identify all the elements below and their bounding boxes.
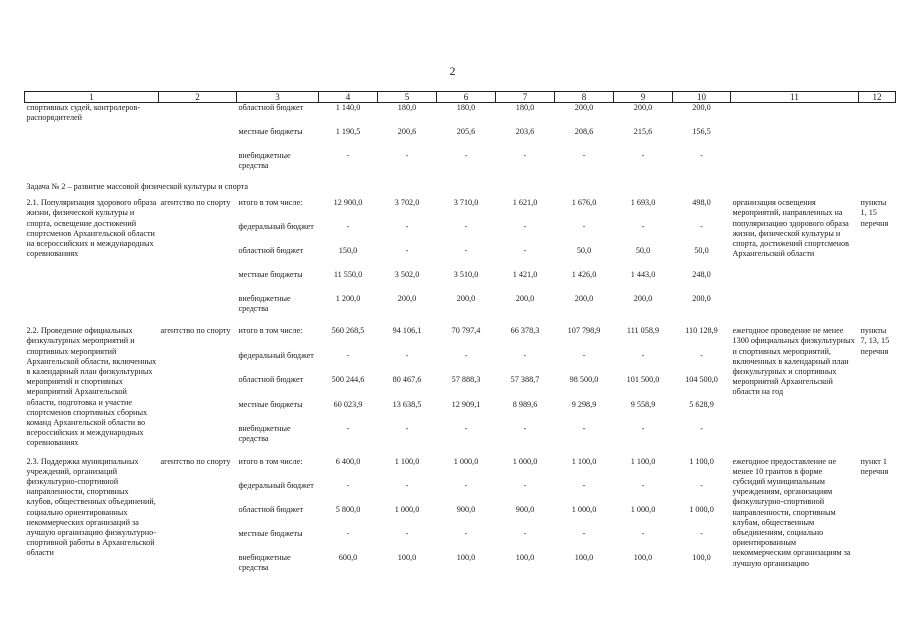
amount: 1 000,0 [394, 504, 420, 514]
amount: 180,0 [515, 103, 535, 112]
task-heading: Задача № 2 – развитие массовой физической культуры и спорта [26, 182, 249, 191]
amount: 200,0 [515, 294, 535, 304]
amount: 110 128,9 [685, 326, 718, 336]
amount: 1 693,0 [630, 198, 656, 208]
amount: 1 000,0 [512, 456, 538, 466]
column-number: 12 [859, 92, 896, 103]
amount: 66 378,3 [510, 326, 540, 336]
amount: 50,0 [576, 246, 592, 256]
executor: агентство по спорту [160, 198, 231, 208]
amount: - [523, 222, 527, 232]
amount: 100,0 [397, 552, 417, 562]
program-table [24, 91, 890, 572]
amount: 1 140,0 [335, 103, 361, 112]
amount: - [346, 222, 350, 232]
activity-title: 2.3. Поддержка муниципальных учреждений, организаций физкультурно-спортивной направленности, спортивных клубов, общественных объединений, социально ориентированных некоммерческих организаций за лучшую организацию физкультурно-спортивной работы в Архангельской области [26, 456, 156, 558]
amount: 50,0 [694, 246, 709, 256]
column-number: 10 [673, 92, 731, 103]
amount: 200,0 [574, 294, 594, 304]
amount: 98 500,0 [569, 375, 599, 385]
amount: 100,0 [692, 552, 711, 562]
funding-source: областной бюджет [238, 504, 304, 514]
amount: - [464, 246, 468, 256]
amount: 200,0 [692, 103, 711, 112]
amount: - [582, 528, 586, 538]
expected-result: ежегодное предоставление не менее 10 грантов в форме субсидий муниципальным учреждениям, организациям физкультурно-спортивной направленности, спортивным клубам, общественным объединениям, социально ориентированным некоммерческим организациям за лучшую организацию [732, 456, 851, 568]
amount: 1 100,0 [630, 456, 656, 466]
activity-title: спортивных судей, контролеров-распорядителей [26, 103, 141, 123]
funding-source: итого в том числе: [238, 456, 303, 466]
amount: 500 244,6 [331, 375, 365, 385]
amount: 200,0 [692, 294, 711, 304]
amount: 200,0 [397, 294, 417, 304]
amount: 6 400,0 [335, 456, 361, 466]
column-number-row [25, 92, 896, 103]
amount: - [523, 246, 527, 256]
funding-source: внебюджетные средства [238, 151, 291, 171]
funding-source: областной бюджет [238, 246, 304, 256]
amount: 3 702,0 [394, 198, 420, 208]
amount: 200,0 [456, 294, 476, 304]
amount: 100,0 [633, 552, 653, 562]
amount: - [700, 151, 703, 160]
amount: - [523, 350, 527, 360]
amount: 200,0 [633, 103, 653, 112]
section-row [25, 175, 896, 198]
amount: 1 443,0 [630, 270, 656, 280]
amount: 13 638,5 [392, 399, 422, 409]
amount: 3 710,0 [453, 198, 479, 208]
amount: - [464, 350, 468, 360]
amount: 180,0 [397, 103, 417, 112]
amount: - [700, 480, 703, 490]
amount: 100,0 [574, 552, 594, 562]
amount: 3 502,0 [394, 270, 420, 280]
amount: 9 558,9 [630, 399, 656, 409]
indicator-ref: пункты 1, 15 перечня [860, 198, 889, 228]
amount: 70 797,4 [451, 326, 481, 336]
funding-source: местные бюджеты [238, 528, 303, 538]
funding-source: местные бюджеты [238, 127, 303, 136]
amount: - [346, 480, 350, 490]
amount: 1 190,5 [335, 127, 361, 136]
amount: - [464, 424, 468, 434]
amount: 101 500,0 [626, 375, 660, 385]
amount: - [523, 424, 527, 434]
amount: - [346, 424, 350, 434]
page-number: 2 [449, 64, 456, 78]
table-row [25, 103, 896, 128]
amount: 107 798,9 [567, 326, 601, 336]
table-row [25, 198, 896, 222]
funding-source: федеральный бюджет [238, 350, 314, 360]
amount: - [641, 151, 645, 160]
amount: - [582, 350, 586, 360]
funding-source: областной бюджет [238, 375, 304, 385]
amount: - [346, 151, 350, 160]
amount: 11 550,0 [333, 270, 363, 280]
amount: - [641, 528, 645, 538]
amount: 1 100,0 [571, 456, 597, 466]
funding-source: местные бюджеты [238, 270, 303, 280]
column-number: 3 [237, 92, 319, 103]
amount: 1 000,0 [689, 504, 714, 514]
amount: 1 676,0 [571, 198, 597, 208]
amount: 3 510,0 [453, 270, 479, 280]
amount: - [405, 480, 409, 490]
funding-source: областной бюджет [238, 103, 304, 112]
amount: - [523, 480, 527, 490]
activity-title: 2.2. Проведение официальных физкультурных мероприятий и спортивных мероприятий Архангельской области, включенных в календарный план физкультурных мероприятий и спортивных мероприятий Архангельской области, подготовка и участие спортсменов спортивных сборных команд Архангельской области во всероссийских и международных соревнованиях [26, 326, 157, 448]
amount: 100,0 [456, 552, 476, 562]
amount: 9 298,9 [571, 399, 597, 409]
indicator-ref: пункты 7, 13, 15 перечня [860, 326, 890, 356]
column-number: 7 [496, 92, 555, 103]
amount: 50,0 [635, 246, 651, 256]
column-number: 4 [319, 92, 378, 103]
amount: 150,0 [338, 246, 358, 256]
funding-source: внебюджетные средства [238, 294, 291, 314]
amount: - [405, 424, 409, 434]
amount: - [405, 246, 409, 256]
amount: - [346, 350, 350, 360]
table-row [25, 457, 896, 481]
amount: 560 268,5 [331, 326, 365, 336]
amount: - [405, 151, 409, 160]
amount: 57 888,3 [451, 375, 481, 385]
amount: 1 000,0 [630, 504, 656, 514]
amount: - [700, 222, 703, 232]
amount: 498,0 [692, 198, 711, 208]
amount: 1 000,0 [571, 504, 597, 514]
amount: 600,0 [338, 552, 358, 562]
indicator-ref: пункт 1 перечня [860, 456, 889, 476]
amount: - [641, 424, 645, 434]
funding-source: итого в том числе: [238, 198, 303, 208]
amount: - [464, 151, 468, 160]
amount: 200,0 [574, 103, 594, 112]
amount: 1 421,0 [512, 270, 538, 280]
column-number: 5 [378, 92, 437, 103]
table-row [25, 326, 896, 350]
amount: 205,6 [456, 127, 476, 136]
amount: 111 058,9 [626, 326, 660, 336]
expected-result: организация освещения мероприятий, направленных на популяризацию здорового образа жизни, физической культуры и спорта, достижений спортсменов Архангельской области [732, 198, 849, 259]
amount: - [464, 222, 468, 232]
amount: - [700, 528, 703, 538]
amount: 1 621,0 [512, 198, 538, 208]
amount: - [582, 424, 586, 434]
column-number: 9 [614, 92, 673, 103]
amount: - [346, 528, 350, 538]
expected-result: ежегодное проведение не менее 1300 официальных физкультурных и спортивных мероприятий, включенных в календарный план физкультурных и спортивных мероприятий Архангельской области на год [732, 326, 855, 397]
amount: 8 989,6 [512, 399, 538, 409]
amount: 200,0 [633, 294, 653, 304]
amount: - [700, 424, 703, 434]
amount: 203,6 [515, 127, 535, 136]
amount: 12 900,0 [333, 198, 363, 208]
amount: - [405, 528, 409, 538]
column-number: 1 [25, 92, 159, 103]
activity-title: 2.1. Популяризация здорового образа жизни, физической культуры и спорта, освещение достижений спортсменов Архангельской области на всероссийских и международных соревнованиях [26, 198, 157, 259]
amount: 1 426,0 [571, 270, 597, 280]
amount: - [582, 480, 586, 490]
amount: - [582, 222, 586, 232]
funding-source: внебюджетные средства [238, 424, 291, 444]
amount: - [700, 350, 703, 360]
amount: 1 200,0 [335, 294, 361, 304]
amount: 1 000,0 [453, 456, 479, 466]
amount: 94 106,1 [392, 326, 422, 336]
column-number: 2 [159, 92, 237, 103]
amount: 100,0 [515, 552, 535, 562]
amount: 200,6 [397, 127, 417, 136]
column-number: 11 [731, 92, 859, 103]
amount: 208,6 [574, 127, 594, 136]
amount: 900,0 [456, 504, 476, 514]
executor: агентство по спорту [160, 456, 231, 466]
amount: 1 100,0 [394, 456, 420, 466]
amount: - [405, 222, 409, 232]
amount: 5 628,9 [689, 399, 714, 409]
amount: 215,6 [633, 127, 653, 136]
column-number: 8 [555, 92, 614, 103]
funding-source: федеральный бюджет [238, 222, 314, 232]
amount: - [464, 528, 468, 538]
amount: - [405, 350, 409, 360]
amount: - [523, 151, 527, 160]
amount: 5 800,0 [335, 504, 361, 514]
funding-source: итого в том числе: [238, 326, 303, 336]
amount: 57 388,7 [510, 375, 540, 385]
funding-source: внебюджетные средства [238, 552, 291, 572]
amount: - [641, 480, 645, 490]
amount: - [641, 350, 645, 360]
column-number: 6 [437, 92, 496, 103]
funding-source: федеральный бюджет [238, 480, 314, 490]
executor: агентство по спорту [160, 326, 231, 336]
amount: - [641, 222, 645, 232]
amount: 156,5 [692, 127, 711, 136]
amount: 248,0 [692, 270, 711, 280]
amount: - [582, 151, 586, 160]
amount: 1 100,0 [689, 456, 714, 466]
amount: 12 909,1 [451, 399, 481, 409]
amount: 60 023,9 [333, 399, 363, 409]
amount: 104 500,0 [685, 375, 718, 385]
amount: 180,0 [456, 103, 476, 112]
amount: 80 467,6 [392, 375, 422, 385]
amount: 900,0 [515, 504, 535, 514]
funding-source: местные бюджеты [238, 399, 303, 409]
amount: - [523, 528, 527, 538]
amount: - [464, 480, 468, 490]
